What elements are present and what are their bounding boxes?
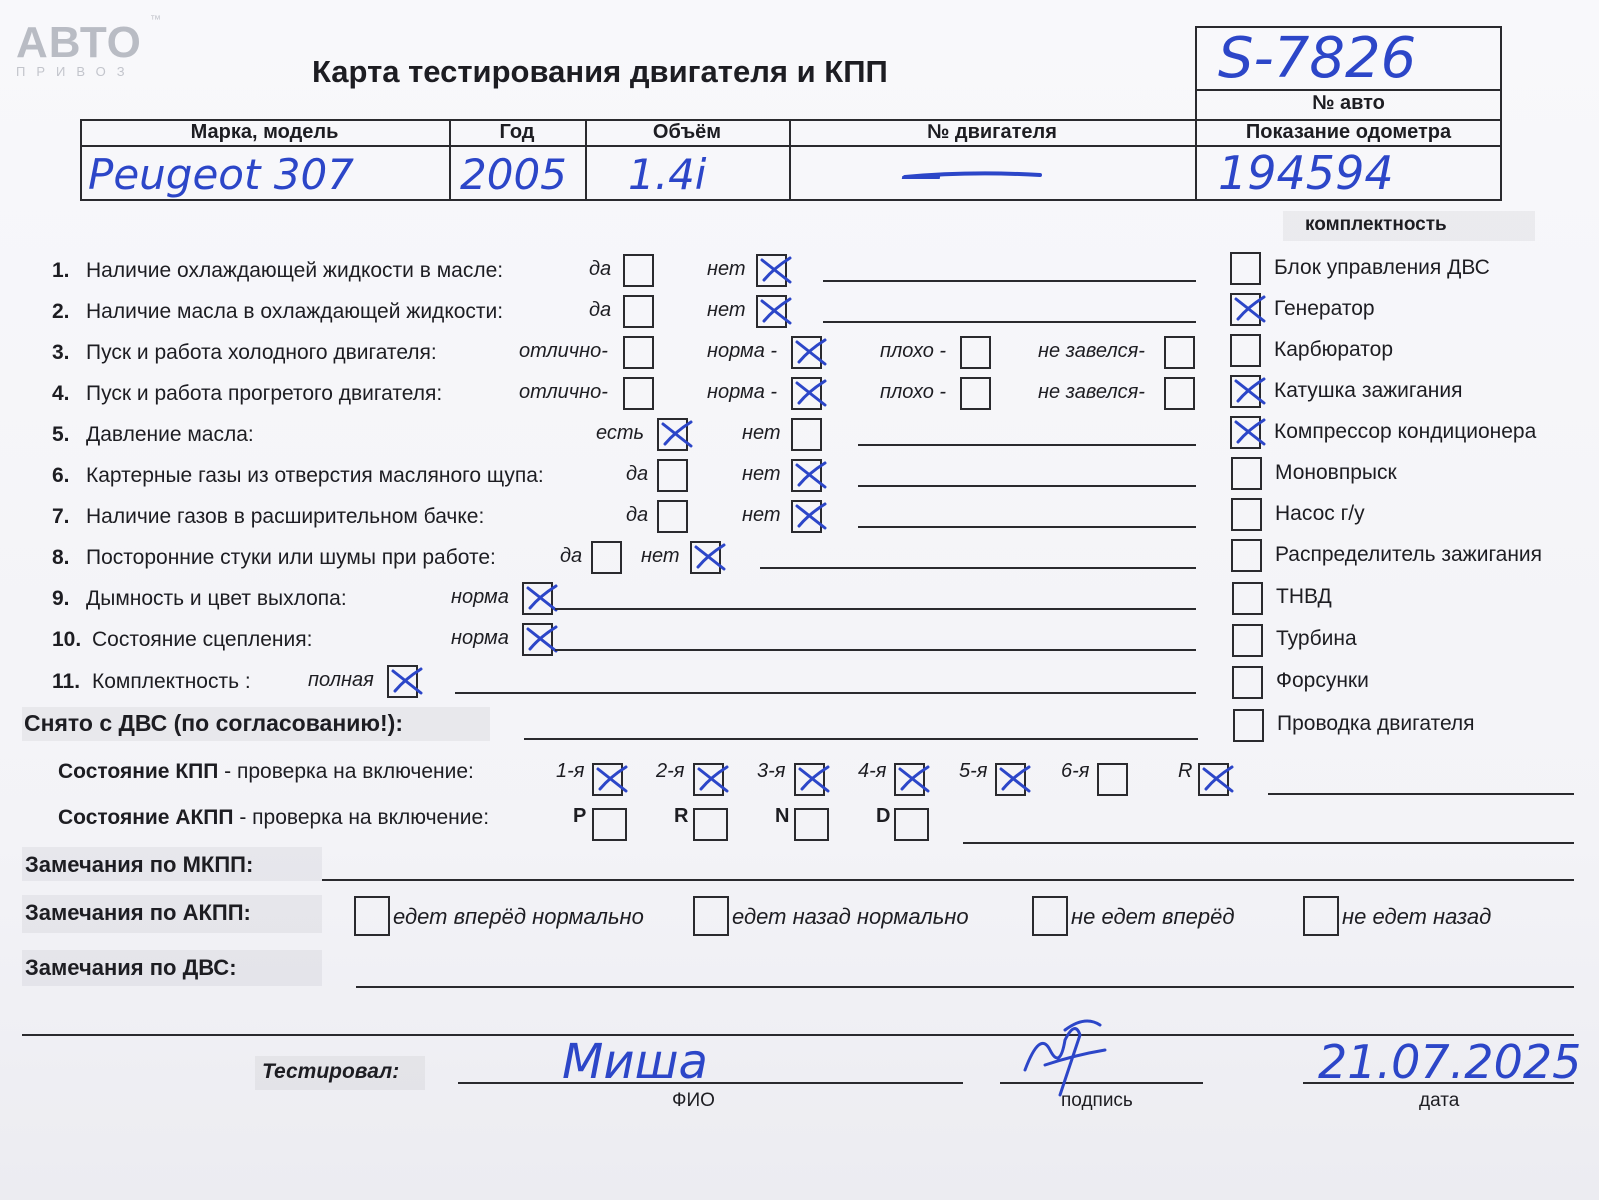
row-label: Дымность и цвет выхлопа: (86, 587, 347, 610)
option-label: норма (451, 627, 509, 649)
checkbox-net[interactable] (756, 295, 787, 328)
gear-label: 2-я (656, 760, 685, 782)
checkbox-not-started[interactable] (1164, 377, 1195, 410)
option-label: да (589, 299, 612, 321)
component-label: Форсунки (1276, 669, 1369, 692)
mode-label: N (775, 805, 790, 827)
date-value: 21.07.2025 (1318, 1035, 1582, 1089)
checkbox-da[interactable] (657, 459, 688, 492)
odometer-value: 194594 (1218, 146, 1394, 200)
check-mark (690, 537, 730, 577)
row-number: 9. (52, 587, 70, 610)
option-label: норма - (707, 340, 778, 362)
component-label: Турбина (1276, 627, 1357, 650)
page-title: Карта тестирования двигателя и КПП (312, 54, 888, 89)
tester-name: Миша (562, 1034, 708, 1090)
check-mark (1198, 759, 1238, 799)
component-checkbox[interactable] (1232, 624, 1263, 657)
checkbox-da[interactable] (623, 295, 654, 328)
option-label: плохо - (880, 340, 947, 362)
option-label: нет (707, 258, 746, 280)
avto-privoz-logo (16, 14, 161, 79)
make-model-value: Peugeot 307 (88, 150, 354, 199)
row-number: 7. (52, 505, 70, 528)
engine-number-value: — (900, 150, 942, 199)
gear-1-checkbox[interactable] (592, 763, 623, 796)
row-number: 6. (52, 464, 70, 487)
component-label: Моновпрыск (1275, 461, 1397, 484)
checkbox-no[interactable] (791, 418, 822, 451)
akpp-no-reverse-checkbox[interactable] (1303, 896, 1339, 936)
mode-p-checkbox[interactable] (592, 808, 627, 841)
component-checkbox[interactable] (1230, 252, 1261, 285)
logo-text: АВТО (16, 18, 142, 67)
check-mark (995, 759, 1035, 799)
make-model-header: Марка, модель (190, 121, 339, 143)
row-number: 8. (52, 546, 70, 569)
checkbox-not-started[interactable] (1164, 336, 1195, 369)
option-label: не завелся- (1038, 381, 1145, 403)
component-checkbox[interactable] (1232, 582, 1263, 615)
check-mark (1230, 412, 1270, 452)
row-label: Пуск и работа прогретого двигателя: (86, 382, 443, 405)
check-mark (894, 759, 934, 799)
removed-label: Снято с ДВС (по согласованию!): (24, 710, 403, 736)
remarks-dvs-label: Замечания по ДВС: (25, 955, 237, 980)
component-checkbox[interactable] (1230, 375, 1261, 408)
gear-5-checkbox[interactable] (995, 763, 1026, 796)
logo-subtext: ПРИВОЗ (16, 64, 136, 79)
check-mark (693, 759, 733, 799)
mode-label: D (876, 805, 891, 827)
option-label: да (589, 258, 612, 280)
row-label: Комплектность : (92, 670, 251, 693)
row-number: 2. (52, 300, 70, 323)
check-mark (756, 250, 796, 290)
auto-number-value: S-7826 (1218, 26, 1417, 91)
option-label: отлично- (519, 340, 608, 362)
checkbox-excellent[interactable] (623, 377, 654, 410)
gear-4-checkbox[interactable] (894, 763, 925, 796)
component-label: Насос г/у (1275, 502, 1365, 525)
row-label: Картерные газы из отверстия масляного щупа: (86, 464, 544, 487)
component-checkbox[interactable] (1230, 416, 1261, 449)
check-mark (1230, 371, 1270, 411)
gear-6-checkbox[interactable] (1097, 763, 1128, 796)
option-label: плохо - (880, 381, 947, 403)
component-label: Катушка зажигания (1274, 379, 1463, 402)
checkbox-normal[interactable] (522, 582, 553, 615)
gear-label: 1-я (556, 760, 585, 782)
engine-number-header: № двигателя (927, 121, 1057, 143)
component-label: Проводка двигателя (1277, 712, 1475, 735)
akpp-option-label: не едет назад (1342, 904, 1492, 929)
option-label: да (626, 463, 649, 485)
component-checkbox[interactable] (1231, 539, 1262, 572)
mode-label: R (674, 805, 689, 827)
component-checkbox[interactable] (1232, 666, 1263, 699)
component-checkbox[interactable] (1230, 334, 1261, 367)
component-label: ТНВД (1276, 585, 1332, 608)
checkbox-full[interactable] (387, 665, 418, 698)
checkbox-normal[interactable] (522, 623, 553, 656)
checkbox-net[interactable] (756, 254, 787, 287)
volume-header: Объём (652, 121, 722, 143)
component-label: Компрессор кондиционера (1274, 420, 1537, 443)
check-mark (657, 414, 697, 454)
component-label: Карбюратор (1274, 338, 1394, 361)
option-label: нет (742, 463, 781, 485)
checkbox-bad[interactable] (960, 336, 991, 369)
check-mark (794, 759, 834, 799)
tested-by-label: Тестировал: (262, 1060, 400, 1083)
completeness-header: комплектность (1305, 214, 1447, 235)
mode-r-checkbox[interactable] (693, 808, 728, 841)
engine-dash (900, 165, 1050, 185)
checkbox-net[interactable] (791, 500, 822, 533)
row-number: 4. (52, 382, 70, 405)
gear-label: R (1178, 760, 1193, 782)
check-mark (592, 759, 632, 799)
row-number: 1. (52, 259, 70, 282)
checkbox-net[interactable] (690, 541, 721, 574)
gear-label: 6-я (1061, 760, 1090, 782)
mode-d-checkbox[interactable] (894, 808, 929, 841)
row-label: Посторонние стуки или шумы при работе: (86, 546, 496, 569)
row-number: 11. (52, 670, 81, 693)
component-checkbox[interactable] (1233, 709, 1264, 742)
gear-label: 3-я (757, 760, 786, 782)
checkbox-bad[interactable] (960, 377, 991, 410)
option-label: нет (707, 299, 746, 321)
checkbox-da[interactable] (657, 500, 688, 533)
akpp-reverse-ok-checkbox[interactable] (693, 896, 729, 936)
option-label: не завелся- (1038, 340, 1145, 362)
option-label: нет (742, 504, 781, 526)
fio-caption: ФИО (672, 1090, 715, 1111)
checkbox-da[interactable] (623, 254, 654, 287)
mode-n-checkbox[interactable] (794, 808, 829, 841)
component-label: Блок управления ДВС (1274, 256, 1490, 279)
option-label: нет (641, 545, 680, 567)
row-label: Пуск и работа холодного двигателя: (86, 341, 437, 364)
akpp-option-label: едет вперёд нормально (393, 904, 644, 929)
check-mark (791, 455, 831, 495)
option-label: нет (742, 422, 781, 444)
check-mark (791, 496, 831, 536)
row-number: 5. (52, 423, 70, 446)
component-label: Распределитель зажигания (1275, 543, 1543, 566)
row-label: Наличие масла в охлаждающей жидкости: (86, 300, 504, 323)
checkbox-yes[interactable] (657, 418, 688, 451)
signature-caption: подпись (1061, 1090, 1133, 1111)
row-number: 10. (52, 628, 82, 651)
component-checkbox[interactable] (1230, 293, 1261, 326)
akpp-option-label: едет назад нормально (732, 904, 969, 929)
remarks-mkpp-label: Замечания по МКПП: (25, 852, 254, 877)
year-value: 2005 (460, 150, 567, 199)
akpp-forward-ok-checkbox[interactable] (354, 896, 390, 936)
gear-3-checkbox[interactable] (794, 763, 825, 796)
odometer-header: Показание одометра (1245, 121, 1452, 143)
component-label: Генератор (1274, 297, 1375, 320)
year-header: Год (499, 121, 535, 143)
checkbox-excellent[interactable] (623, 336, 654, 369)
check-mark (1230, 289, 1270, 329)
option-label: отлично- (519, 381, 608, 403)
check-mark (387, 661, 427, 701)
check-mark (791, 332, 831, 372)
akpp-no-forward-checkbox[interactable] (1032, 896, 1068, 936)
checkbox-normal[interactable] (791, 336, 822, 369)
option-label: норма - (707, 381, 778, 403)
row-number: 3. (52, 341, 70, 364)
option-label: есть (596, 422, 645, 444)
option-label: норма (451, 586, 509, 608)
akpp-label: Состояние АКПП - проверка на включение: (58, 806, 490, 829)
option-label: да (626, 504, 649, 526)
row-label: Наличие охлаждающей жидкости в масле: (86, 259, 504, 282)
remarks-akpp-label: Замечания по АКПП: (25, 900, 251, 925)
checkbox-da[interactable] (591, 541, 622, 574)
date-caption: дата (1419, 1090, 1460, 1111)
check-mark (522, 578, 562, 618)
kpp-label: Состояние КПП - проверка на включение: (58, 760, 474, 783)
gear-label: 5-я (959, 760, 988, 782)
option-label: полная (308, 669, 374, 691)
logo-tm: ™ (150, 14, 161, 26)
mode-label: P (573, 805, 587, 827)
row-label: Наличие газов в расширительном бачке: (86, 505, 485, 528)
gear-2-checkbox[interactable] (693, 763, 724, 796)
option-label: да (560, 545, 583, 567)
check-mark (522, 619, 562, 659)
component-checkbox[interactable] (1231, 457, 1262, 490)
volume-value: 1.4i (628, 150, 707, 199)
auto-number-label: № авто (1312, 92, 1385, 114)
row-label: Состояние сцепления: (92, 628, 313, 651)
row-label: Давление масла: (86, 423, 254, 446)
component-checkbox[interactable] (1231, 498, 1262, 531)
checkbox-normal[interactable] (791, 377, 822, 410)
checkbox-net[interactable] (791, 459, 822, 492)
check-mark (756, 291, 796, 331)
check-mark (791, 373, 831, 413)
gear-r-checkbox[interactable] (1198, 763, 1229, 796)
gear-label: 4-я (858, 760, 887, 782)
akpp-option-label: не едет вперёд (1071, 904, 1235, 929)
